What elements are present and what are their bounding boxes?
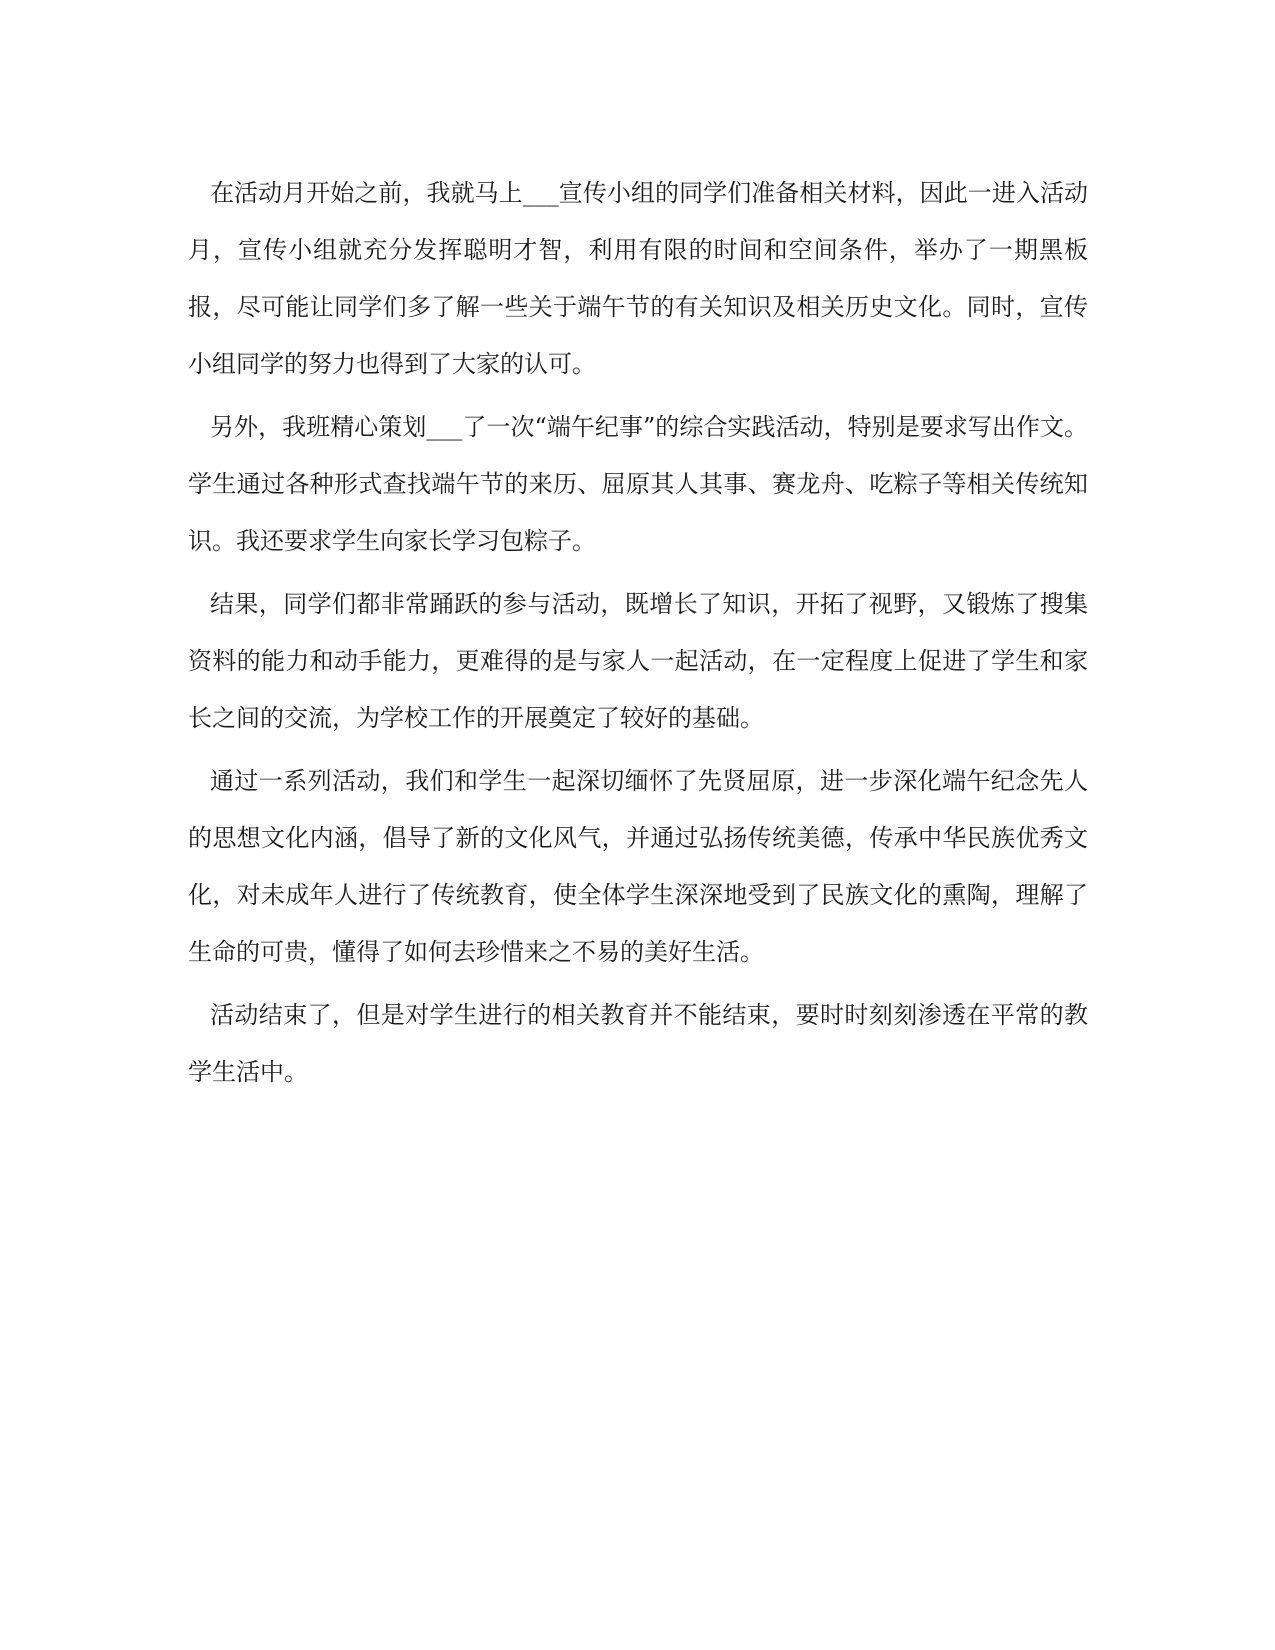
paragraph: 结果，同学们都非常踊跃的参与活动，既增长了知识，开拓了视野，又锻炼了搜集资料的能力和动手能力，更难得的是与家人一起活动，在一定程度上促进了学生和家长之间的交流，为学校工作的开展奠定了较好的基础。 — [188, 590, 1088, 732]
paragraph: 在活动月开始之前，我就马上___宣传小组的同学们准备相关材料，因此一进入活动月，宣传小组就充分发挥聪明才智，利用有限的时间和空间条件，举办了一期黑板报，尽可能让同学们多了解一些关于端午节的有关知识及相关历史文化。同时，宣传小组同学的努力也得到了大家的认可。 — [188, 179, 1088, 378]
paragraph: 另外，我班精心策划___了一次“端午纪事”的综合实践活动，特别是要求写出作文。学生通过各种形式查找端午节的来历、屈原其人其事、赛龙舟、吃粽子等相关传统知识。我还要求学生向家长学习包粽子。 — [188, 413, 1088, 555]
paragraph: 通过一系列活动，我们和学生一起深切缅怀了先贤屈原，进一步深化端午纪念先人的思想文化内涵，倡导了新的文化风气，并通过弘扬传统美德，传承中华民族优秀文化，对未成年人进行了传统教育，使全体学生深深地受到了民族文化的熏陶，理解了生命的可贵，懂得了如何去珍惜来之不易的美好生活。 — [188, 767, 1088, 966]
document-body — [188, 165, 1088, 1107]
paragraph: 活动结束了，但是对学生进行的相关教育并不能结束，要时时刻刻渗透在平常的教学生活中。 — [188, 1001, 1088, 1086]
